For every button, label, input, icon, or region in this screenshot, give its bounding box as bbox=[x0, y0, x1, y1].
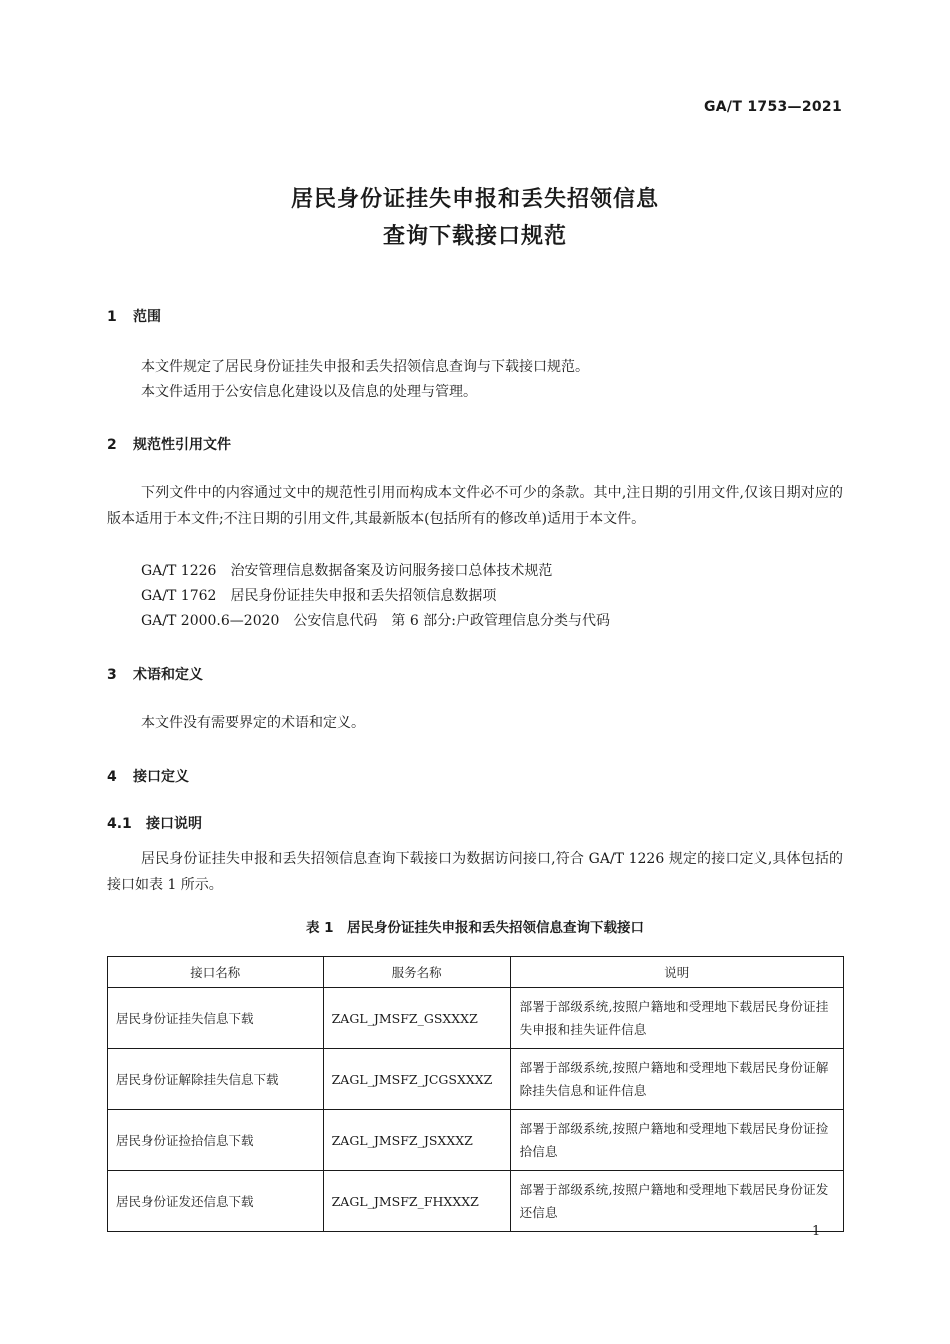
interface-name-cell: 居民身份证解除挂失信息下载 bbox=[108, 1049, 324, 1110]
standard-number: GA/T 1753—2021 bbox=[704, 99, 842, 115]
table-row bbox=[108, 1110, 844, 1171]
reference-title: 公安信息代码 第 6 部分:户政管理信息分类与代码 bbox=[293, 613, 610, 629]
section-3-heading bbox=[107, 664, 203, 684]
column-header-description: 说明 bbox=[510, 957, 843, 988]
section-2-heading bbox=[107, 434, 231, 454]
section-2-intro: 下列文件中的内容通过文中的规范性引用而构成本文件必不可少的条款。其中,注日期的引用文件,仅该日期对应的版本适用于本文件;不注日期的引用文件,其最新版本(包括所有的修改单)适用于本文件。 bbox=[107, 485, 843, 527]
reference-code: GA/T 2000.6—2020 bbox=[141, 613, 280, 629]
service-name-cell: ZAGL_JMSFZ_JSXXXZ bbox=[323, 1110, 510, 1171]
service-name-cell: ZAGL_JMSFZ_GSXXXZ bbox=[323, 988, 510, 1049]
reference-code: GA/T 1762 bbox=[141, 588, 217, 604]
interface-name-cell: 居民身份证发还信息下载 bbox=[108, 1171, 324, 1232]
section-title: 范围 bbox=[133, 309, 161, 325]
service-name-cell: ZAGL_JMSFZ_FHXXXZ bbox=[323, 1171, 510, 1232]
description-cell: 部署于部级系统,按照户籍地和受理地下载居民身份证挂失申报和挂失证件信息 bbox=[510, 988, 843, 1049]
interface-name-cell: 居民身份证捡拾信息下载 bbox=[108, 1110, 324, 1171]
subsection-title: 接口说明 bbox=[146, 816, 202, 832]
section-1-paragraph: 本文件适用于公安信息化建设以及信息的处理与管理。 bbox=[141, 384, 477, 400]
column-header-interface-name: 接口名称 bbox=[108, 957, 324, 988]
reference-item bbox=[141, 585, 496, 605]
description-cell: 部署于部级系统,按照户籍地和受理地下载居民身份证发还信息 bbox=[510, 1171, 843, 1232]
page-number: 1 bbox=[812, 1224, 821, 1239]
interface-name-cell: 居民身份证挂失信息下载 bbox=[108, 988, 324, 1049]
subsection-number: 4.1 bbox=[107, 816, 132, 832]
reference-title: 居民身份证挂失申报和丢失招领信息数据项 bbox=[230, 588, 497, 604]
document-title-line1: 居民身份证挂失申报和丢失招领信息 bbox=[290, 187, 659, 212]
description-cell: 部署于部级系统,按照户籍地和受理地下载居民身份证捡拾信息 bbox=[510, 1110, 843, 1171]
reference-item bbox=[141, 560, 552, 580]
subsection-4-1-heading bbox=[107, 813, 202, 833]
section-number: 3 bbox=[107, 667, 117, 683]
section-1-paragraph: 本文件规定了居民身份证挂失申报和丢失招领信息查询与下载接口规范。 bbox=[141, 359, 589, 375]
section-3-paragraph: 本文件没有需要界定的术语和定义。 bbox=[141, 715, 365, 731]
section-number: 1 bbox=[107, 309, 117, 325]
column-header-service-name: 服务名称 bbox=[323, 957, 510, 988]
section-title: 规范性引用文件 bbox=[133, 437, 231, 453]
section-title: 接口定义 bbox=[133, 769, 189, 785]
interface-table bbox=[107, 956, 844, 1232]
section-title: 术语和定义 bbox=[133, 667, 203, 683]
table-row bbox=[108, 1171, 844, 1232]
section-number: 4 bbox=[107, 769, 117, 785]
table-row bbox=[108, 1049, 844, 1110]
section-number: 2 bbox=[107, 437, 117, 453]
table-caption: 表 1 居民身份证挂失申报和丢失招领信息查询下载接口 bbox=[305, 920, 645, 936]
table-row bbox=[108, 988, 844, 1049]
section-1-heading bbox=[107, 306, 161, 326]
document-title-line2: 查询下载接口规范 bbox=[382, 224, 567, 249]
section-4-heading bbox=[107, 766, 189, 786]
reference-title: 治安管理信息数据备案及访问服务接口总体技术规范 bbox=[230, 563, 553, 579]
reference-code: GA/T 1226 bbox=[141, 563, 217, 579]
description-cell: 部署于部级系统,按照户籍地和受理地下载居民身份证解除挂失信息和证件信息 bbox=[510, 1049, 843, 1110]
table-header-row bbox=[108, 957, 844, 988]
service-name-cell: ZAGL_JMSFZ_JCGSXXXZ bbox=[323, 1049, 510, 1110]
reference-item bbox=[141, 610, 610, 630]
subsection-4-1-paragraph: 居民身份证挂失申报和丢失招领信息查询下载接口为数据访问接口,符合 GA/T 1226 规定的接口定义,具体包括的接口如表 1 所示。 bbox=[107, 851, 843, 893]
